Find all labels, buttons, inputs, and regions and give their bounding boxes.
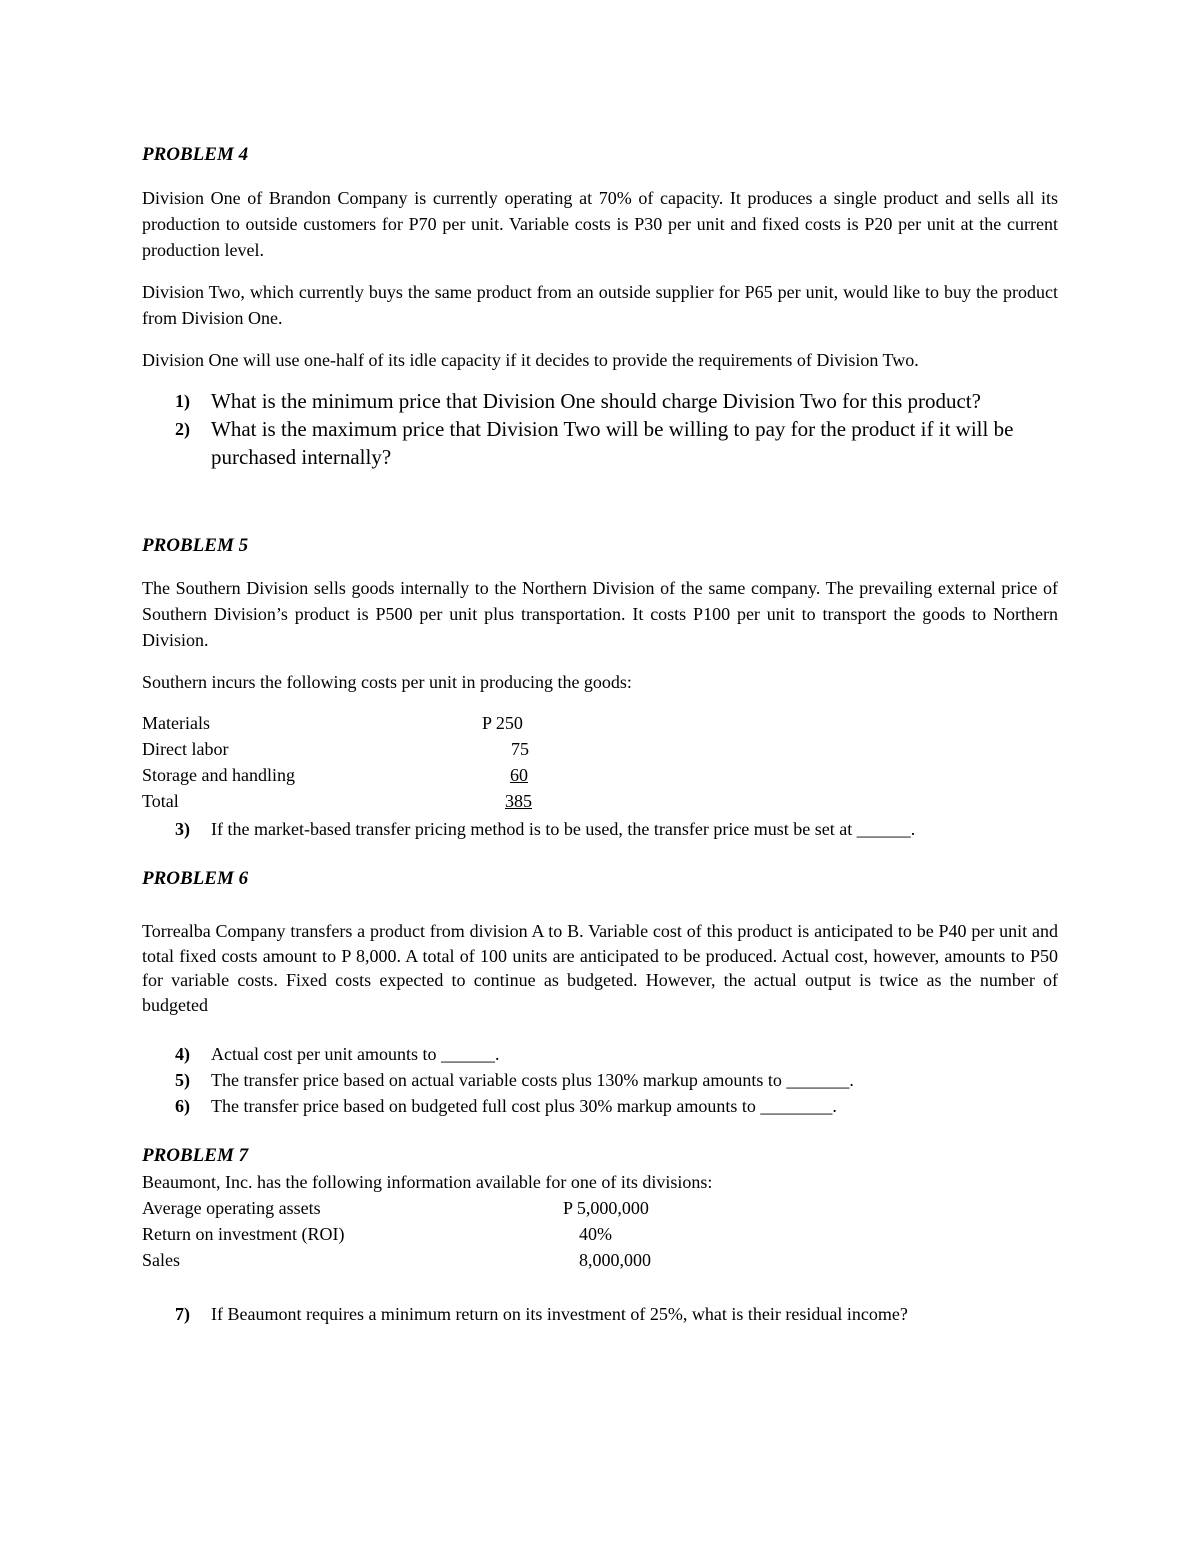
question-text: What is the minimum price that Division One should charge Division Two for this product? (211, 389, 981, 413)
info-value: P 5,000,000 (563, 1198, 649, 1218)
info-row (142, 1195, 1058, 1221)
question-number: 3) (175, 819, 190, 839)
problem-7-intro: Beaumont, Inc. has the following information available for one of its divisions: (142, 1172, 713, 1192)
problem-6-heading: PROBLEM 6 (142, 868, 249, 889)
question-3 (142, 816, 1058, 842)
question-text: If Beaumont requires a minimum return on its investment of 25%, what is their residual income? (211, 1304, 908, 1324)
cost-label: Total (142, 791, 179, 811)
question-7 (142, 1301, 1058, 1327)
info-row (142, 1221, 1058, 1247)
question-5 (142, 1067, 1058, 1093)
cost-label: Direct labor (142, 739, 229, 759)
question-text: The transfer price based on budgeted full cost plus 30% markup amounts to ________. (211, 1096, 837, 1116)
cost-label: Materials (142, 713, 210, 733)
question-2 (142, 415, 1058, 471)
question-text: What is the maximum price that Division Two will be willing to pay for the product if it will be purchased internally? (211, 417, 1014, 469)
question-number: 5) (175, 1070, 190, 1090)
info-label: Average operating assets (142, 1198, 321, 1218)
cost-value-wrap (482, 762, 576, 788)
cost-value: 385 (505, 791, 532, 811)
info-label: Sales (142, 1250, 180, 1270)
cost-label: Storage and handling (142, 765, 295, 785)
cost-value-wrap (482, 788, 575, 814)
problem-6-paragraph-1: Torrealba Company transfers a product from division A to B. Variable cost of this product is anticipated to be P40 per unit and total fixed costs amount to P 8,000. A total of 100 units are anticipated to be produced. Actual cost, however, amounts to P50 for variable costs. Fixed costs expected to continue as budgeted. However, the actual output is twice as the number of budgeted (142, 921, 1058, 1015)
problem-5-paragraph-1: The Southern Division sells goods internally to the Northern Division of the same company. The prevailing external price of Southern Division’s product is P500 per unit plus transportation. It costs P100 per unit to transport the goods to Northern Division. (142, 578, 1058, 650)
cost-table (142, 710, 1058, 814)
document-page (142, 140, 1058, 1327)
question-1 (142, 387, 1058, 415)
problem-5-paragraph-2: Southern incurs the following costs per unit in producing the goods: (142, 672, 632, 692)
cost-row (142, 788, 1058, 814)
problem-6-questions (142, 1041, 1058, 1119)
question-text: The transfer price based on actual variable costs plus 130% markup amounts to _______. (211, 1070, 854, 1090)
problem-4-heading: PROBLEM 4 (142, 144, 249, 165)
question-number: 1) (175, 391, 190, 411)
problem-4-paragraph-2: Division Two, which currently buys the same product from an outside supplier for P65 per unit, would like to buy the product from Division One. (142, 282, 1058, 328)
info-value: 8,000,000 (579, 1250, 651, 1270)
cost-value: 75 (511, 739, 529, 759)
cost-value: 60 (510, 765, 528, 785)
problem-4-paragraph-3: Division One will use one-half of its idle capacity if it decides to provide the requirements of Division Two. (142, 350, 919, 370)
info-label: Return on investment (ROI) (142, 1224, 345, 1244)
question-number: 7) (175, 1304, 190, 1324)
question-number: 6) (175, 1096, 190, 1116)
problem-7-heading: PROBLEM 7 (142, 1145, 249, 1166)
problem-4-paragraph-1: Division One of Brandon Company is currently operating at 70% of capacity. It produces a single product and sells all its production to outside customers for P70 per unit. Variable costs is P30 per unit and fixed costs is P20 per unit at the current production level. (142, 188, 1058, 260)
cost-row (142, 736, 1058, 762)
info-value: 40% (579, 1224, 612, 1244)
info-row (142, 1247, 1058, 1273)
question-6 (142, 1093, 1058, 1119)
question-4 (142, 1041, 1058, 1067)
cost-row (142, 762, 1058, 788)
question-text: Actual cost per unit amounts to ______. (211, 1044, 500, 1064)
cost-row (142, 710, 1058, 736)
problem-5-heading: PROBLEM 5 (142, 535, 249, 556)
question-number: 4) (175, 1044, 190, 1064)
cost-value: P 250 (482, 713, 523, 733)
division-info-table (142, 1195, 1058, 1273)
question-number: 2) (175, 419, 190, 439)
question-text: If the market-based transfer pricing method is to be used, the transfer price must be set at ______. (211, 819, 916, 839)
